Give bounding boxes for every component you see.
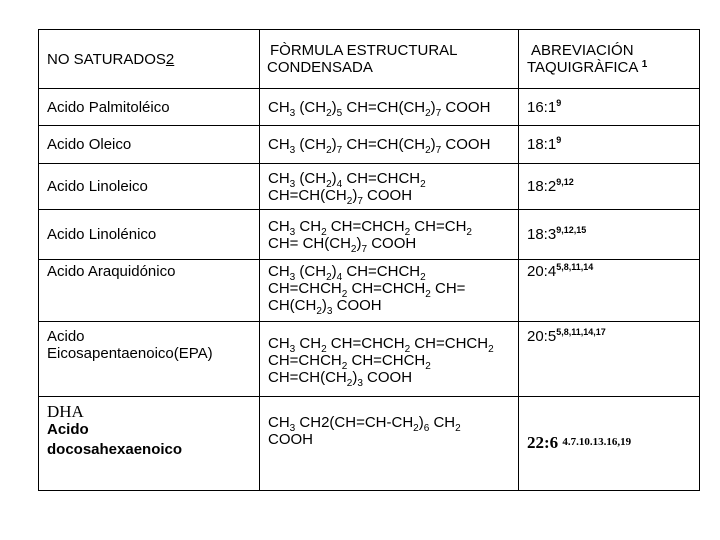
header-abbr-line1: ABREVIACIÓN xyxy=(531,42,634,59)
row-name: Acido Linolénico xyxy=(39,210,260,260)
header-row xyxy=(39,30,700,89)
row-formula: $CH_3$ $(CH_2)_5$ $CH=CH(CH_2)_7$ COOH xyxy=(260,89,519,126)
header-name-cell xyxy=(39,30,260,89)
row-name: Acido Linoleico xyxy=(39,164,260,210)
row-name: Acido Eicosapentaenoico(EPA) xyxy=(39,322,260,397)
table-row xyxy=(39,126,700,164)
row-formula: $CH_3$ $CH_2$ $CH=CHCH_2$ $CH=CH_2$ $CH= CH(CH_2)_7$ COOH xyxy=(260,210,519,260)
fatty-acids-table xyxy=(38,29,700,491)
row-name: Acido Palmitoléico xyxy=(39,89,260,126)
row-formula: $CH_3$ $(CH_2)_4$ $CH=CHCH_2$ $CH=CHCH_2$ $CH=CHCH_2$ CH= $CH(CH_2)_3$ COOH xyxy=(260,260,519,322)
header-abbr-line2: TAQUIGRÀFICA $^1$ xyxy=(527,59,648,76)
table-row xyxy=(39,89,700,126)
row-abbr: $16:1^9$ xyxy=(519,89,700,126)
header-formula-line2: CONDENSADA xyxy=(267,59,373,76)
table-row xyxy=(39,210,700,260)
row-name: Acido Oleico xyxy=(39,126,260,164)
row-formula: $CH_3$ $(CH_2)_7$ $CH=CH(CH_2)_7$ COOH xyxy=(260,126,519,164)
table-row xyxy=(39,322,700,397)
header-formula-cell xyxy=(260,30,519,89)
row-abbr: 20:4$^{5,8,11,14}$ xyxy=(519,260,700,322)
table-row xyxy=(39,164,700,210)
row-abbr: 22:6 $^{4.7.10.13.16,19}$ xyxy=(519,397,700,491)
row-abbr: $18:1^9$ xyxy=(519,126,700,164)
row-formula: $CH_3$ $CH_2$ $CH=CHCH_2$ $CH=CHCH_2$ $CH=CHCH_2$ $CH=CHCH_2$ $CH=CH(CH_2)_3$ COOH xyxy=(260,322,519,397)
row-formula: $CH_3$ $CH2(CH=CH-CH_2)_6$ $CH_2$ COOH xyxy=(260,397,519,491)
header-name: NO SATURADOS xyxy=(47,50,166,68)
row-abbr: 18:2$^{9,12}$ xyxy=(519,164,700,210)
row-abbr: 18:3$^{9,12,15}$ xyxy=(519,210,700,260)
table-row xyxy=(39,397,700,491)
table-row xyxy=(39,260,700,322)
header-name-ref: 2 xyxy=(165,50,175,68)
row-name: DHA Acido docosahexaenoico xyxy=(39,397,260,491)
header-formula-line1: FÒRMULA ESTRUCTURAL xyxy=(270,42,458,59)
row-abbr: 20:5$^{5,8,11,14,17}$ xyxy=(519,322,700,397)
header-abbr-cell xyxy=(519,30,700,89)
row-name: Acido Araquidónico xyxy=(39,260,260,322)
row-formula: $CH_3$ $(CH_2)_4$ $CH=CHCH_2$ $CH=CH(CH_2)_7$ COOH xyxy=(260,164,519,210)
